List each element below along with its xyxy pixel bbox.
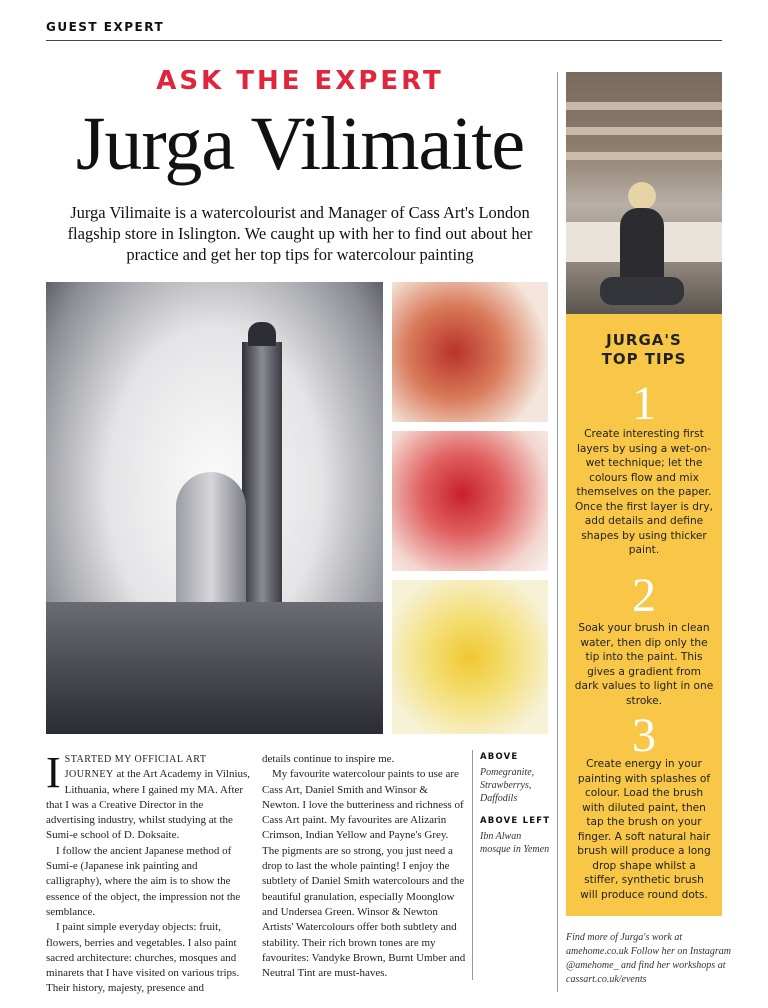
pomegranate-painting [392,282,548,422]
article-title: Jurga Vilimaite [75,102,525,186]
column-divider [557,72,558,992]
tips-heading [566,331,722,369]
tip-text: Create interesting first layers by using a wet-on-wet technique; let the colours flow and mix themselves on the paper. Once the first layer is dry, add details and define shapes by using thicker paint. [574,428,714,556]
tip-number: 2 [632,569,656,622]
article-column-2 [262,752,468,981]
tip-text: Create energy in your painting with splashes of colour. Load the brush with diluted paint, then tap the brush on your finger. A soft natural hair brush will produce a long drop shape whilst a stiffer, synthetic brush will produce round dots. [577,758,711,901]
portrait-photo [566,72,722,314]
article-column-1 [46,748,252,997]
standfirst: Jurga Vilimaite is a watercolourist and Manager of Cass Art's London flagship store in Islington. We caught up with her to find out about her practice and get her top tips for watercolour painting [67,203,533,264]
drop-cap: I [46,748,61,797]
paragraph: details continue to inspire me. [262,753,395,765]
tip-number: 3 [632,709,656,762]
daffodil-painting [392,580,548,734]
strawberry-painting [392,431,548,571]
paragraph: I follow the ancient Japanese method of Sumi-e (Japanese ink painting and calligraphy), where the aim is to show the essence of the object, the impression not the semblance. [46,844,241,918]
paragraph: at the Art Academy in Vilnius, Lithuania, where I gained my MA. After that I was a Creative Director in the advertising industry, whilst studying at the Sumi-e school of D. Doksaite. [46,768,251,842]
find-more-note: Find more of Jurga's work at amehome.co.uk Follow her on Instagram @amehome_ and find her workshops at cassart.co.uk/events [566,932,731,985]
paragraph: My favourite watercolour paints to use are Cass Art, Daniel Smith and Winsor & Newton. I love the butteriness and richness of Cass Art paint. My favourites are Alizarin Crimson, Indian Yellow and Payne's Grey. The pigments are so strong, you just need a drop to last the whole painting! I enjoy the subtlety of Daniel Smith watercolours and the beautiful granulation, especially Moonglow and Undersea Green. Winsor & Newton Artists' Watercolours offer both subtlety and stability. Their rich brown tones are my favourites: Vandyke Brown, Burnt Umber and Neutral Tint are must-haves. [262,768,466,980]
section-label: GUEST EXPERT [46,20,165,34]
caption-text-above-left: Ibn Alwan mosque in Yemen [480,831,550,855]
caption-title-above-left: ABOVE LEFT [480,816,551,826]
caption-title-above: ABOVE [480,752,519,762]
caption-text-above: Pomegranite, Strawberrys, Daffodils [480,767,535,804]
top-rule [46,40,722,41]
mosque-painting [46,282,383,734]
tips-heading-line1: JURGA'S [606,331,682,349]
tip-text: Soak your brush in clean water, then dip only the tip into the paint. This gives a gradient from dark values to light in one stroke. [574,622,714,707]
caption-divider [472,750,473,980]
tips-heading-line2: TOP TIPS [601,350,687,368]
kicker: ASK THE EXPERT [156,66,444,96]
tip-number: 1 [632,377,656,430]
lead-in: STARTED MY OFFICIAL ART JOURNEY [64,754,207,781]
paragraph: I paint simple everyday objects: fruit, flowers, berries and vegetables. I also paint sacred architecture: churches, mosques and minarets that I have visited on various trips. Their history, majesty, presence and [46,921,240,995]
